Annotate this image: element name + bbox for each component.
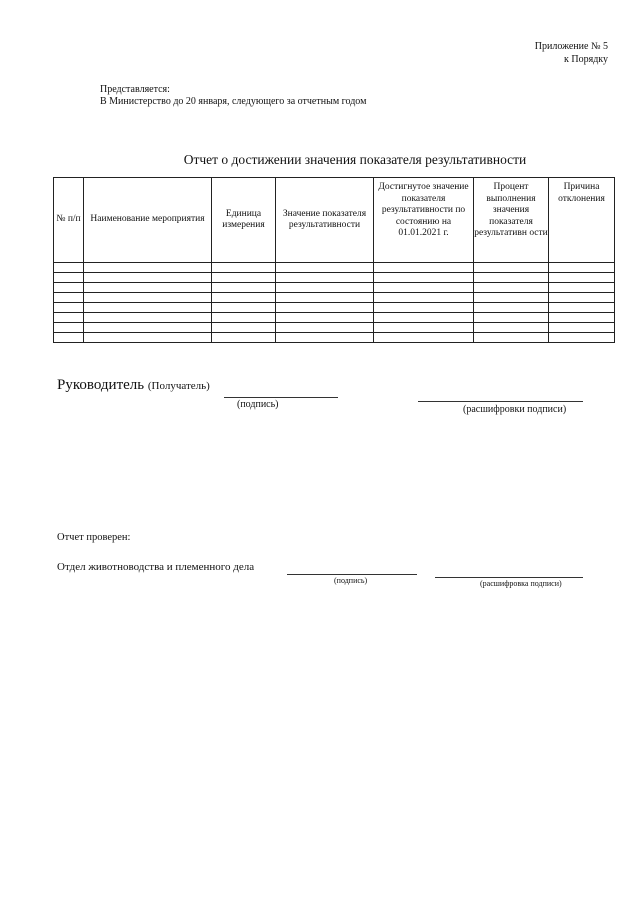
- header-completion-percent: Процент выполнения значения показателя результативн ости: [474, 178, 549, 263]
- head-signature-caption: (подпись): [237, 399, 279, 410]
- report-title: Отчет о достижении значения показателя результативности: [183, 152, 527, 167]
- appendix-number: Приложение № 5: [534, 41, 608, 52]
- head-signature-line: [224, 397, 338, 398]
- report-table: [53, 177, 615, 343]
- head-decode-caption: (расшифровки подписи): [463, 404, 567, 415]
- submission-note: [100, 84, 366, 108]
- header-number: № п/п: [54, 178, 84, 263]
- header-event-name: Наименование мероприятия: [84, 178, 212, 263]
- table-row: [54, 333, 615, 343]
- table-row: [54, 293, 615, 303]
- appendix-header: [535, 40, 608, 66]
- table-row: [54, 323, 615, 333]
- verification-department: Отдел животноводства и племенного дела: [57, 561, 255, 573]
- head-signature-label: [57, 377, 210, 394]
- table-row: [54, 303, 615, 313]
- table-row: [54, 263, 615, 273]
- verification-label: Отчет проверен:: [57, 532, 131, 543]
- header-target-value: Значение показателя результативности: [276, 178, 374, 263]
- submission-label: Представляется:: [100, 84, 170, 95]
- head-role-note: (Получатель): [147, 380, 210, 392]
- appendix-reference: к Порядку: [564, 54, 608, 65]
- head-decode-line: [418, 401, 583, 402]
- table-row: [54, 273, 615, 283]
- verifier-decode-line: [435, 577, 583, 578]
- table-row: [54, 313, 615, 323]
- header-deviation-reason: Причина отклонения: [549, 178, 615, 263]
- table-row: [54, 283, 615, 293]
- table-header-row: [54, 178, 615, 263]
- verifier-signature-caption: (подпись): [334, 576, 368, 585]
- verifier-decode-caption: (расшифровка подписи): [480, 579, 562, 588]
- header-achieved-value: Достигнутое значение показателя результативности по состоянию на 01.01.2021 г.: [374, 178, 474, 263]
- verifier-signature-line: [287, 574, 417, 575]
- head-role: Руководитель: [57, 377, 145, 393]
- header-unit: Единица измерения: [212, 178, 276, 263]
- submission-deadline: В Министерство до 20 января, следующего за отчетным годом: [100, 96, 367, 107]
